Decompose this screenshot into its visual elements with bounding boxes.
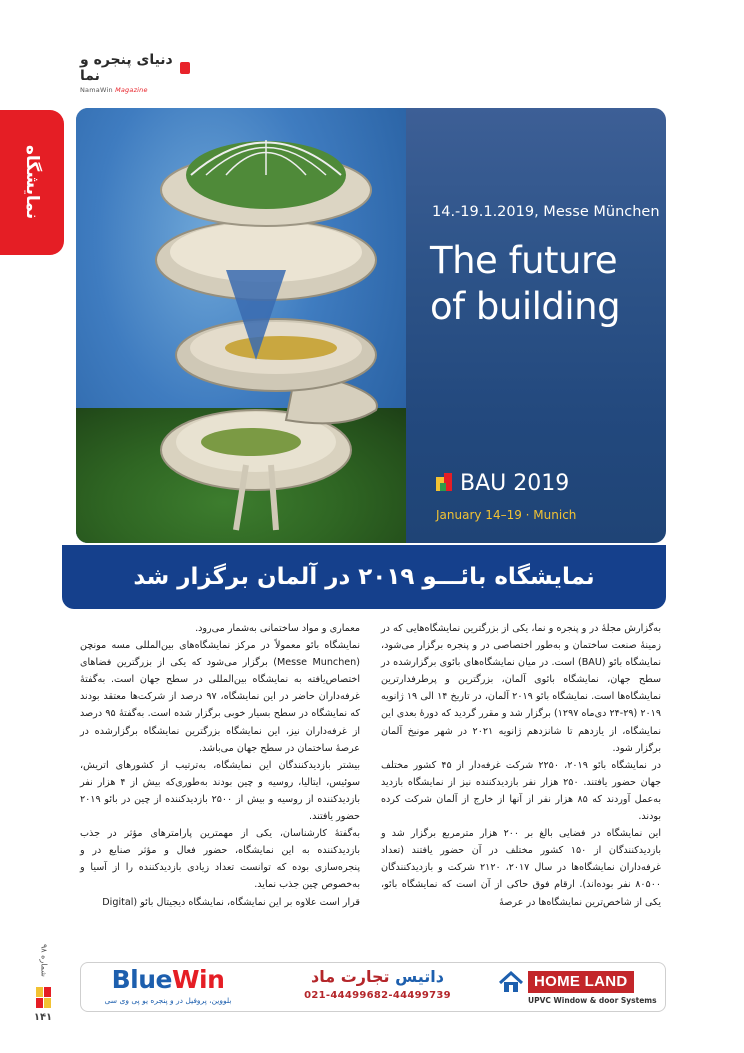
- house-icon: [498, 971, 524, 993]
- issue-label: شماره ۹۸: [39, 943, 49, 977]
- hero-banner: [76, 108, 666, 543]
- article-paragraph: معماری و مواد ساختمانی به‌شمار می‌رود.: [195, 623, 360, 634]
- article-paragraph: در نمایشگاه بائو ۲۰۱۹، ۲۲۵۰ شرکت غرفه‌دار از ۴۵ کشور مختلف جهان حضور یافتند. ۲۵۰ هزار نفر بازدیدکننده نیز از نمایشگاه بازدید به‌عمل آوردند که ۸۵ هزار نفر از آنها از خارج از آلمان شرکت کرده بودند.: [381, 759, 661, 823]
- hero-date-line: 14.-19.1.2019, Messe München: [432, 204, 660, 220]
- datis-title: داتیس تجارت ماد: [311, 967, 444, 986]
- hero-dates-city: January 14–19 · Munich: [436, 508, 577, 522]
- logo-mark-icon: [180, 62, 190, 74]
- homeland-tagline: UPVC Window & door Systems: [528, 996, 657, 1005]
- bluewin-logo: BlueWin: [111, 965, 225, 994]
- article-paragraph: نمایشگاه بائو معمولاً در مرکز نمایشگاه‌های بین‌المللی مسه مونچن (Messe Munchen) برگزار می‌شود که یکی از بزرگترین فضاهای اختصاص‌یافته به نمایشگاه بین‌المللی در سطح جهان است. به‌گفتهٔ غرفه‌داران حاضر در این نمایشگاه، ۹۷ درصد از شرکت‌ها معتقد بودند که نمایشگاه در سطح بسیار خوبی برگزار شده است. به‌گفتهٔ ۹۵ درصد از غرفه‌داران نیز، این نمایشگاه بزرگترین نمایشگاه برگزارشده در عرصهٔ ساختمان در سطح جهان می‌باشد.: [80, 640, 361, 754]
- hero-title: The future of building: [430, 239, 621, 328]
- homeland-ad[interactable]: [498, 966, 660, 1008]
- datis-ad[interactable]: [285, 966, 470, 1008]
- page-marker-icon: [36, 987, 52, 1009]
- homeland-logo: [498, 970, 660, 994]
- article-paragraph: این نمایشگاه در فضایی بالغ بر ۲۰۰ هزار مترمربع برگزار شد و بازدیدکنندگان از ۱۵۰ کشور مختلف در آن حضور یافتند (تعداد غرفه‌داران نمایشگاه‌ها در سال ۲۰۱۷، ۲۱۲۰ شرکت و بازدیدکنندگان ۸۰۵۰۰ نفر بوده‌اند). ارقام فوق حاکی از آن است که نمایشگاه بائو، یکی از شاخص‌ترین نمایشگاه‌ها در عرصهٔ: [381, 828, 661, 908]
- bluewin-tagline: بلووین، پروفیل در و پنجره یو پی وی سی: [104, 996, 232, 1005]
- article-column-left: [80, 620, 360, 911]
- article-paragraph: قرار است علاوه بر این نمایشگاه، نمایشگاه دیجیتال بائو (Digital: [102, 896, 360, 908]
- bau-label: BAU 2019: [460, 470, 570, 496]
- article-paragraph: بیشتر بازدیدکنندگان این نمایشگاه، به‌ترتیب از کشورهای اتریش، سوئیس، ایتالیا، روسیه و چین بودند به‌طوری‌که بیش از ۴ هزار نفر بازدیدکننده از روسیه و بیش از ۲۵۰۰ بازدیدکننده از چین در بائو ۲۰۱۹ حضور یافتند.: [80, 759, 360, 823]
- article-column-right: [381, 620, 661, 911]
- magazine-logo: [80, 52, 190, 94]
- logo-title: دنیای پنجره و نما: [80, 52, 190, 84]
- spiral-tower-illustration: [126, 120, 426, 540]
- article-headline: نمایشگاه بائـــو ۲۰۱۹ در آلمان برگزار شد: [133, 564, 595, 590]
- bluewin-ad[interactable]: [88, 966, 248, 1008]
- bau-logo: [436, 468, 656, 498]
- section-tab-label: نمایشگاه: [22, 145, 42, 220]
- page-number: ۱۴۱: [33, 1012, 53, 1023]
- homeland-name: HOME LAND: [528, 971, 634, 993]
- article-paragraph: به‌گفتهٔ کارشناسان، یکی از مهمترین پارامترهای مؤثر در جذب بازدیدکننده به این نمایشگاه، حضور فعال و مؤثر صنایع در و پنجره‌سازی بوده که توانست تعداد زیادی بازدیدکننده را از آسیا و به‌خصوص چین جذب نماید.: [80, 828, 360, 891]
- logo-subtitle: NamaWin Magazine: [80, 86, 148, 94]
- bau-cube-icon: [436, 473, 454, 493]
- datis-phone: 021-44499682-44499739: [304, 990, 451, 1001]
- article-paragraph: به‌گزارش مجلهٔ در و پنجره و نما، یکی از بزرگترین نمایشگاه‌هایی که در زمینهٔ صنعت ساختمان و به‌طور اختصاصی در و پنجره برگزار می‌شود، نمایشگاه بائو (BAU) است. در میان نمایشگاه‌های بائوی برگزارشده در سطح جهان، نمایشگاه بائوی آلمان، بزرگترین و پرطرفدارترین نمایشگاه‌ها است. نمایشگاه بائو ۲۰۱۹ آلمان، در تاریخ ۱۴ الی ۱۹ ژانویه ۲۰۱۹ (۲۹-۲۴ دی‌ماه ۱۲۹۷) برگزار شد و مقرر گردید که دورهٔ بعدی این نمایشگاه، از یازدهم تا شانزدهم ژانویه ۲۰۲۱ در شهر مونیخ آلمان برگزار شود.: [381, 623, 661, 754]
